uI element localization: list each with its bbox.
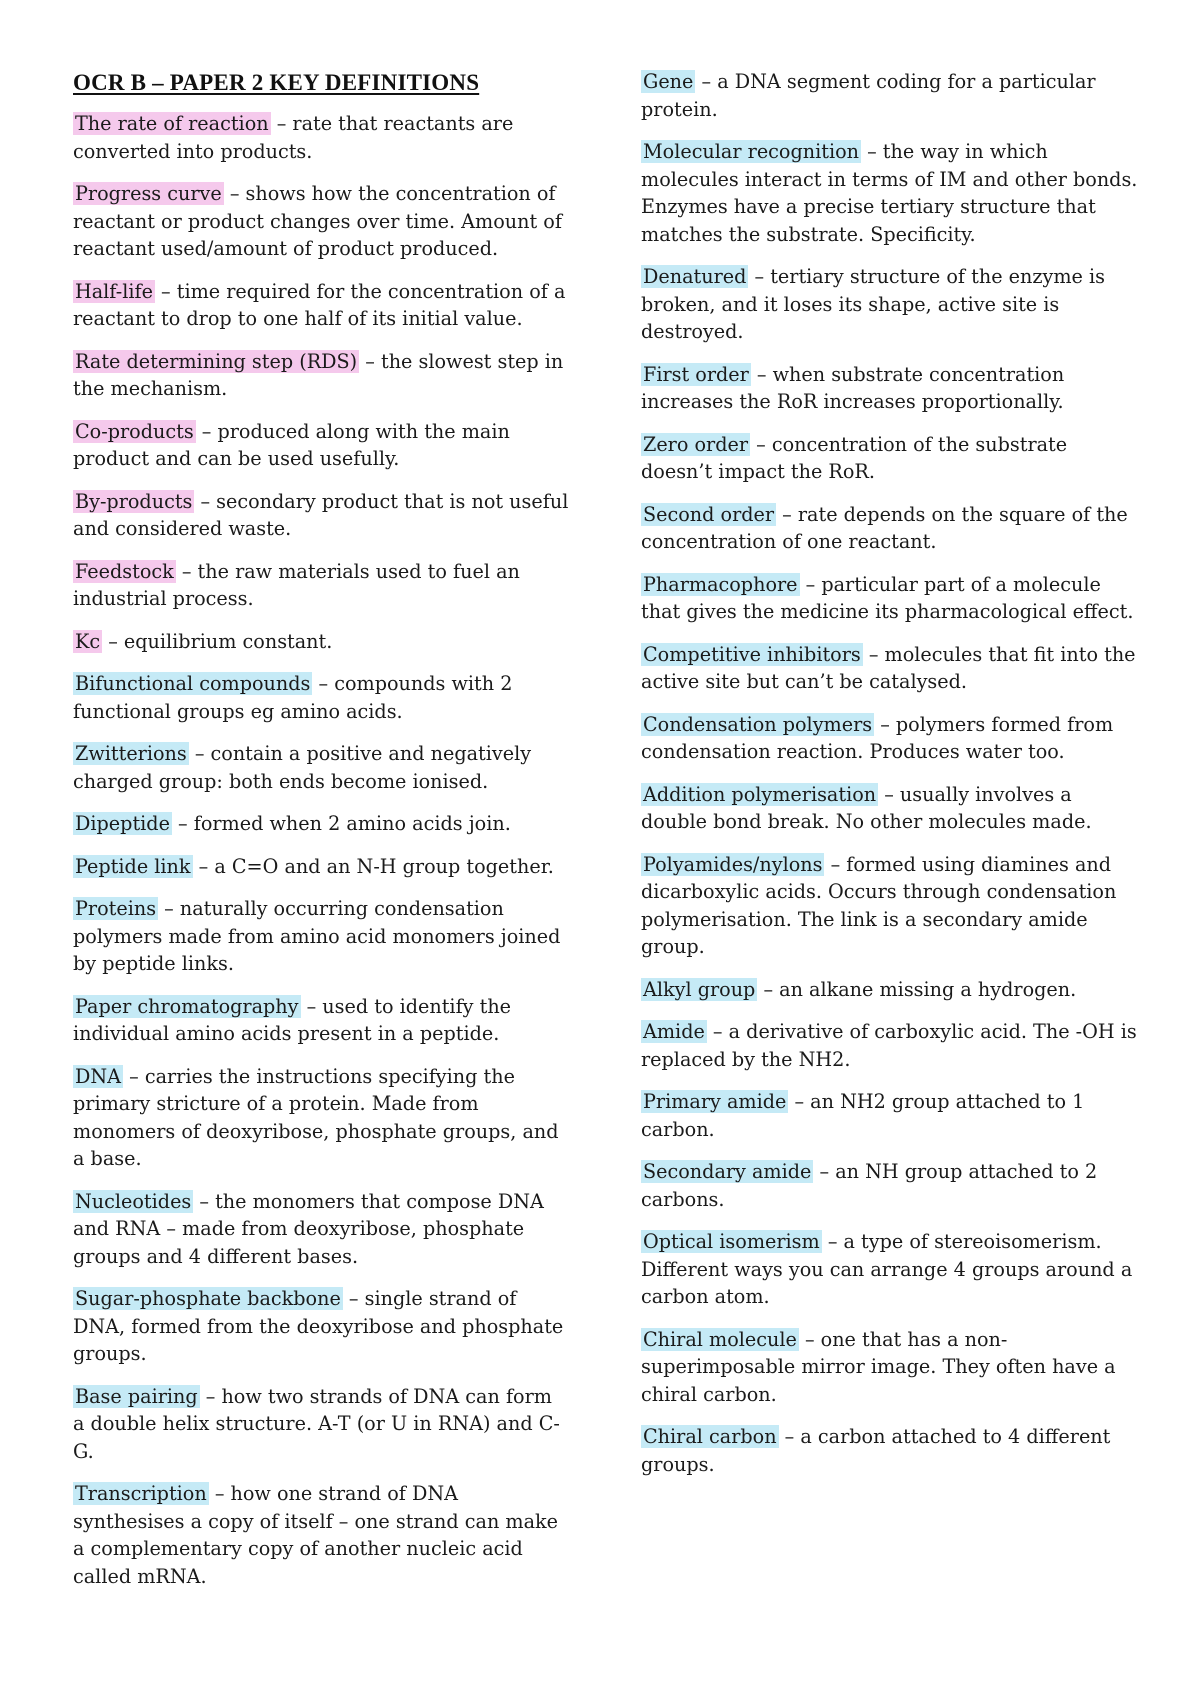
left-definitions-list (73, 110, 569, 1590)
definition-text: – an alkane missing a hydrogen. (757, 977, 1077, 1001)
left-column (73, 68, 569, 1605)
definition-entry (73, 895, 569, 978)
definition-term: Rate determining step (RDS) (75, 349, 358, 373)
definition-entry (641, 1158, 1141, 1213)
definition-entry (641, 571, 1141, 626)
definition-entry (73, 278, 569, 333)
definition-term: Co-products (75, 419, 194, 443)
definition-entry (73, 558, 569, 613)
definition-entry (641, 1228, 1141, 1311)
definition-term: Secondary amide (643, 1160, 812, 1183)
definition-term: Second order (643, 502, 775, 526)
definition-term: Chiral carbon (643, 1425, 777, 1448)
definition-text: – the slowest step in the mechanism. (73, 349, 564, 400)
definition-entry (73, 488, 569, 543)
definition-text: – the way in which molecules interact in terms of IM and other bonds. Enzymes have a precise tertiary structure that matches the substrate. Specificity. (641, 140, 1138, 246)
definition-text: – an NH2 group attached to 1 carbon. (641, 1090, 1085, 1141)
definition-term: Proteins (75, 897, 157, 920)
definition-entry (73, 180, 569, 263)
definition-term: Sugar-phosphate backbone (75, 1287, 341, 1310)
definition-entry (73, 740, 569, 795)
definition-entry (73, 993, 569, 1048)
definition-text: – how one strand of DNA synthesises a copy of itself – one strand can make a complementary copy of another nucleic acid called mRNA. (73, 1482, 559, 1588)
definition-entry (641, 1088, 1141, 1143)
right-definitions-list (641, 68, 1141, 1478)
definition-entry (641, 1326, 1141, 1409)
definition-text: – naturally occurring condensation polymers made from amino acid monomers joined by peptide links. (73, 897, 561, 975)
definition-entry (641, 361, 1141, 416)
definition-term: Primary amide (643, 1090, 787, 1113)
definition-text: – single strand of DNA, formed from the deoxyribose and phosphate groups. (73, 1287, 564, 1365)
definition-term: The rate of reaction (75, 112, 269, 135)
definition-text: – secondary product that is not useful and considered waste. (73, 489, 569, 540)
definition-term: By-products (75, 489, 193, 513)
definition-text: – shows how the concentration of reactant or product changes over time. Amount of reactant used/amount of product produced. (73, 182, 562, 260)
definition-entry (641, 138, 1141, 248)
definition-entry (73, 853, 569, 881)
definition-entry (73, 628, 569, 656)
definition-text: – usually involves a double bond break. No other molecules made. (641, 782, 1092, 833)
definition-text: – tertiary structure of the enzyme is broken, and it loses its shape, active site is destroyed. (641, 265, 1105, 343)
definition-text: – the raw materials used to fuel an industrial process. (73, 559, 520, 610)
definition-entry (73, 1063, 569, 1173)
definition-text: – the monomers that compose DNA and RNA – made from deoxyribose, phosphate groups and 4 different bases. (73, 1189, 544, 1268)
definition-term: Optical isomerism (643, 1230, 820, 1253)
definition-term: Polyamides/nylons (643, 852, 823, 876)
definition-term: Progress curve (75, 182, 222, 205)
definition-text: – polymers formed from condensation reaction. Produces water too. (641, 712, 1114, 763)
definition-entry (641, 641, 1141, 696)
definition-term: Competitive inhibitors (643, 642, 861, 666)
definition-text: – equilibrium constant. (102, 629, 333, 653)
definition-term: Zero order (643, 432, 749, 456)
definition-term: Base pairing (75, 1384, 198, 1408)
definition-entry (641, 711, 1141, 766)
definition-term: Nucleotides (75, 1189, 192, 1213)
definition-entry (73, 1285, 569, 1368)
definition-text: – formed using diamines and dicarboxylic acids. Occurs through condensation polymerisation. The link is a secondary amide group. (641, 852, 1117, 958)
definition-entry (641, 1423, 1141, 1478)
definition-text: – rate that reactants are converted into products. (73, 112, 514, 163)
definition-entry (73, 670, 569, 725)
definition-term: Zwitterions (75, 742, 187, 765)
definition-text: – how two strands of DNA can form a double helix structure. A-T (or U in RNA) and C-G. (73, 1384, 560, 1463)
definition-text: – used to identify the individual amino acids present in a peptide. (73, 994, 512, 1045)
definition-entry (73, 810, 569, 838)
definition-entry (641, 501, 1141, 556)
definition-entry (73, 348, 569, 403)
definition-entry (73, 418, 569, 473)
definition-text: – rate depends on the square of the concentration of one reactant. (641, 502, 1128, 553)
definition-text: – contain a positive and negatively charged group: both ends become ionised. (73, 742, 532, 793)
definition-term: Alkyl group (643, 977, 756, 1001)
definition-text: – time required for the concentration of a reactant to drop to one half of its initial value. (73, 279, 566, 330)
definition-entry (73, 1480, 569, 1590)
definition-entry (641, 263, 1141, 346)
definition-entry (641, 431, 1141, 486)
definition-text: – compounds with 2 functional groups eg amino acids. (73, 672, 513, 723)
page-title: OCR B – PAPER 2 KEY DEFINITIONS (73, 70, 480, 95)
definition-entry (73, 110, 569, 165)
definition-text: – molecules that fit into the active site but can’t be catalysed. (641, 642, 1136, 693)
definition-text: – carries the instructions specifying the primary stricture of a protein. Made from monomers of deoxyribose, phosphate groups, and a base. (73, 1064, 559, 1170)
definition-text: – produced along with the main product and can be used usefully. (73, 419, 510, 470)
definition-text: – a C=O and an N-H group together. (192, 854, 554, 878)
definition-term: Feedstock (75, 559, 174, 583)
definition-entry (73, 1383, 569, 1466)
definition-term: Condensation polymers (643, 712, 873, 736)
definition-text: – one that has a non-superimposable mirror image. They often have a chiral carbon. (641, 1327, 1116, 1406)
definition-term: Half-life (75, 279, 153, 303)
definition-term: First order (643, 362, 749, 386)
definition-text: – formed when 2 amino acids join. (171, 812, 511, 835)
definition-entry (641, 976, 1141, 1004)
definition-term: Molecular recognition (643, 140, 859, 163)
definition-entry (73, 1188, 569, 1271)
definition-term: Addition polymerisation (643, 782, 877, 806)
definition-entry (641, 1018, 1141, 1073)
right-column (641, 68, 1141, 1493)
definition-term: Transcription (75, 1482, 207, 1505)
definition-term: Gene (643, 70, 694, 93)
definition-term: Pharmacophore (643, 572, 798, 596)
definition-text: – concentration of the substrate doesn’t impact the RoR. (641, 432, 1068, 483)
definition-text: – an NH group attached to 2 carbons. (641, 1160, 1098, 1211)
definition-entry (641, 68, 1141, 123)
definition-term: Denatured (643, 265, 747, 288)
definition-term: DNA (75, 1064, 122, 1088)
definition-term: Paper chromatography (75, 994, 299, 1018)
definition-term: Chiral molecule (643, 1327, 797, 1351)
definition-entry (641, 781, 1141, 836)
definition-term: Kc (75, 629, 101, 653)
definition-text: – a derivative of carboxylic acid. The -OH is replaced by the NH2. (641, 1020, 1137, 1071)
definition-text: – a DNA segment coding for a particular protein. (641, 70, 1096, 121)
definition-text: – particular part of a molecule that gives the medicine its pharmacological effect. (641, 572, 1134, 623)
definition-entry (641, 851, 1141, 961)
definition-text: – a type of stereoisomerism. Different ways you can arrange 4 groups around a carbon atom. (641, 1230, 1133, 1308)
definition-text: – when substrate concentration increases the RoR increases proportionally. (641, 362, 1065, 413)
definition-term: Amide (643, 1020, 705, 1043)
definition-term: Bifunctional compounds (75, 672, 311, 695)
definition-text: – a carbon attached to 4 different groups. (641, 1425, 1111, 1476)
definition-term: Peptide link (75, 854, 191, 878)
definition-term: Dipeptide (75, 812, 170, 835)
